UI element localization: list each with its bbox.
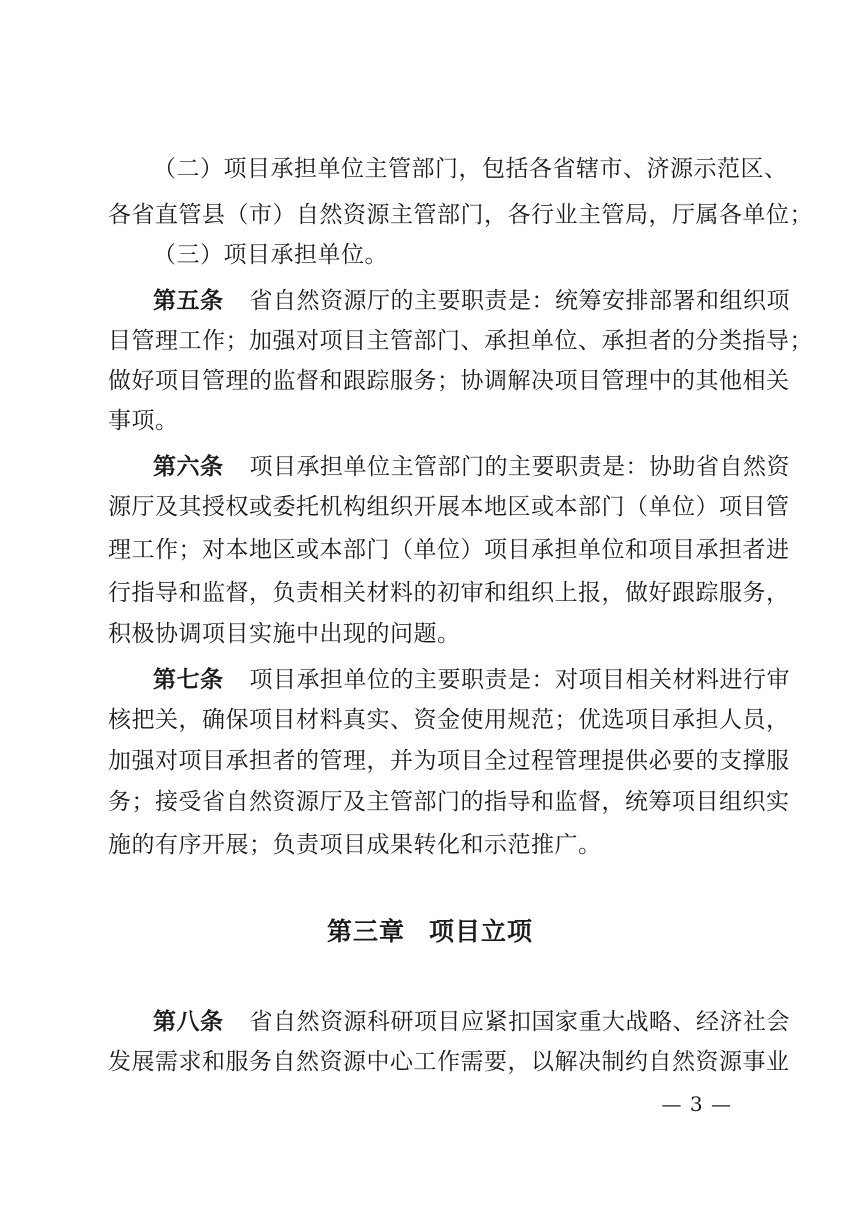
line-text: 做好项目管理的监督和跟踪服务；协调解决项目管理中的其他相关 xyxy=(108,368,790,394)
line-text: 各省直管县（市）自然资源主管部门，各行业主管局，厅属各单位； xyxy=(108,202,813,228)
line-text: 积极协调项目实施中出现的问题。 xyxy=(108,621,461,647)
line-text: 加强对项目承担者的管理，并为项目全过程管理提供必要的支撑服 xyxy=(108,748,790,774)
article-8-heading-line xyxy=(153,1007,790,1037)
paragraph-line xyxy=(108,535,790,565)
article-7-heading-line xyxy=(153,665,790,695)
paragraph-line xyxy=(108,787,790,817)
line-text: 核把关，确保项目材料真实、资金使用规范；优选项目承担人员， xyxy=(108,707,790,733)
line-text: 施的有序开展；负责项目成果转化和示范推广。 xyxy=(108,832,602,858)
chapter-title: 项目立项 xyxy=(429,917,534,946)
paragraph-line xyxy=(153,154,788,184)
line-text: 源厅及其授权或委托机构组织开展本地区或本部门（单位）项目管 xyxy=(108,494,790,520)
paragraph-line xyxy=(108,578,790,608)
article-7-label: 第七条 xyxy=(153,667,224,693)
paragraph-line xyxy=(108,830,602,860)
article-5-label: 第五条 xyxy=(153,288,224,314)
line-text: 目管理工作；加强对项目主管部门、承担单位、承担者的分类指导； xyxy=(108,328,813,354)
article-5-heading-line xyxy=(153,286,790,316)
paragraph-line xyxy=(108,492,790,522)
paragraph-line xyxy=(108,705,790,735)
paragraph-line xyxy=(108,366,790,396)
page-number: — 3 — xyxy=(661,1092,732,1116)
article-6-label: 第六条 xyxy=(153,454,224,480)
line-text: 项目承担单位主管部门的主要职责是：协助省自然资 xyxy=(249,454,790,480)
line-text: 理工作；对本地区或本部门（单位）项目承担单位和项目承担者进 xyxy=(108,537,790,563)
line-text: 省自然资源科研项目应紧扣国家重大战略、经济社会 xyxy=(249,1009,790,1035)
article-8-label: 第八条 xyxy=(153,1009,224,1035)
paragraph-line xyxy=(108,619,461,649)
article-6-heading-line xyxy=(153,452,790,482)
line-text: 事项。 xyxy=(108,408,179,434)
line-text: 务；接受省自然资源厅及主管部门的指导和监督，统筹项目组织实 xyxy=(108,789,790,815)
chapter-heading xyxy=(0,915,860,949)
line-text: 行指导和监督，负责相关材料的初审和组织上报，做好跟踪服务， xyxy=(108,580,790,606)
paragraph-line xyxy=(108,326,813,356)
paragraph-line xyxy=(108,746,790,776)
chapter-number: 第三章 xyxy=(326,917,405,946)
line-text: （二）项目承担单位主管部门，包括各省辖市、济源示范区、 xyxy=(153,156,788,182)
paragraph-line xyxy=(108,200,813,230)
line-text: 省自然资源厅的主要职责是：统筹安排部署和组织项 xyxy=(249,288,790,314)
paragraph-line xyxy=(153,240,388,270)
paragraph-line xyxy=(108,1047,790,1077)
line-text: 发展需求和服务自然资源中心工作需要，以解决制约自然资源事业 xyxy=(108,1049,790,1075)
paragraph-line xyxy=(108,406,179,436)
line-text: （三）项目承担单位。 xyxy=(153,242,388,268)
line-text: 项目承担单位的主要职责是：对项目相关材料进行审 xyxy=(249,667,790,693)
